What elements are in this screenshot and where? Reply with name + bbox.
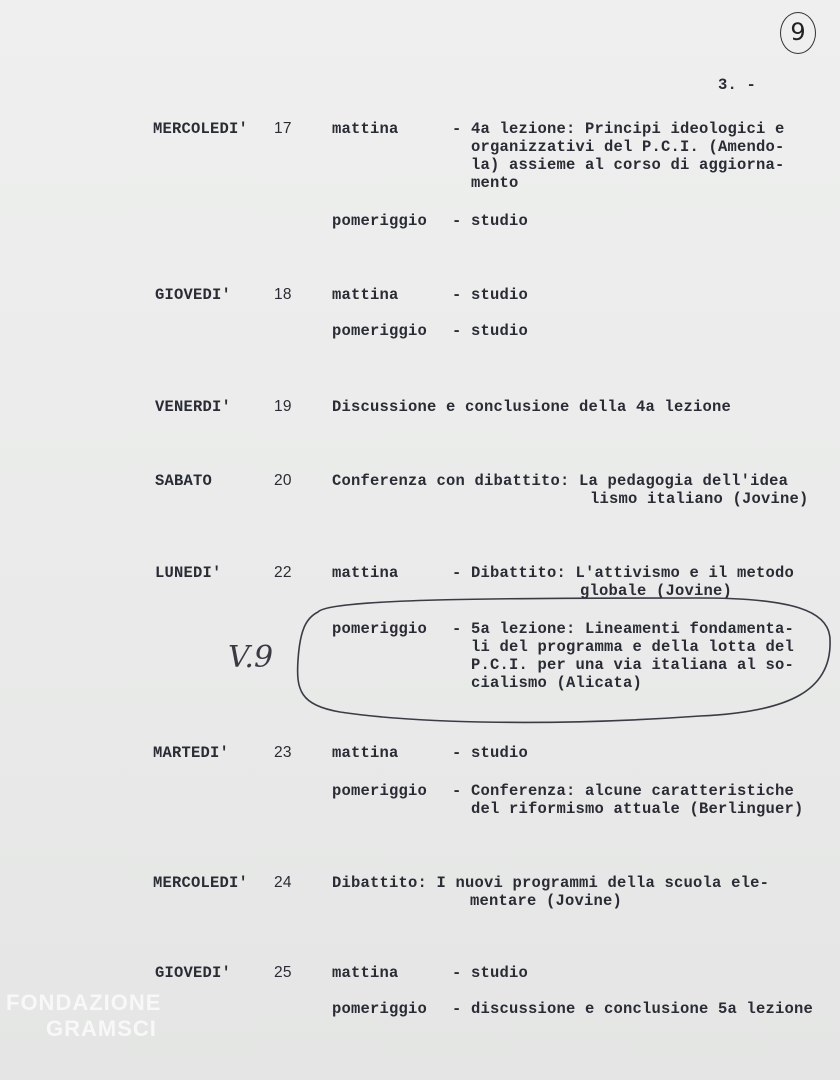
time-of-day: pomeriggio: [332, 1000, 428, 1018]
schedule-text-line: organizzativi del P.C.I. (Amendo-: [452, 138, 785, 156]
date-number: 17: [274, 120, 292, 137]
schedule-text-line: - 4a lezione: Principi ideologici e: [452, 120, 785, 138]
watermark-line: GRAMSCI: [46, 1016, 157, 1041]
day-label: MERCOLEDI': [153, 874, 249, 892]
time-of-day: mattina: [332, 120, 399, 138]
schedule-text-line: - 5a lezione: Lineamenti fondamenta-: [452, 620, 795, 638]
date-number: 19: [274, 398, 292, 415]
watermark-line: FONDAZIONE: [6, 990, 162, 1015]
schedule-text-line: P.C.I. per una via italiana al so-: [452, 656, 795, 674]
day-label: VENERDI': [155, 398, 232, 416]
schedule-text-line: Dibattito: I nuovi programmi della scuola ele-: [332, 874, 770, 892]
page-number: 3. -: [718, 76, 757, 94]
schedule-text-line: globale (Jovine): [580, 582, 733, 600]
page-circle-mark: 9: [780, 12, 816, 54]
date-number: 25: [274, 964, 292, 981]
schedule-text-line: - studio: [452, 322, 529, 340]
time-of-day: mattina: [332, 964, 399, 982]
archive-watermark: [6, 990, 161, 1042]
day-label: SABATO: [155, 472, 213, 490]
time-of-day: mattina: [332, 286, 399, 304]
schedule-text-line: la) assieme al corso di aggiorna-: [452, 156, 785, 174]
schedule-text-line: - studio: [452, 744, 529, 762]
day-label: MERCOLEDI': [153, 120, 249, 138]
time-of-day: pomeriggio: [332, 620, 428, 638]
handwritten-note: V.9: [228, 640, 274, 675]
schedule-text-line: lismo italiano (Jovine): [590, 490, 809, 508]
schedule-text-line: - Conferenza: alcune caratteristiche: [452, 782, 795, 800]
date-number: 18: [274, 286, 292, 303]
day-label: MARTEDI': [153, 744, 230, 762]
time-of-day: mattina: [332, 744, 399, 762]
time-of-day: pomeriggio: [332, 322, 428, 340]
time-of-day: pomeriggio: [332, 782, 428, 800]
schedule-text-line: mentare (Jovine): [470, 892, 623, 910]
date-number: 23: [274, 744, 292, 761]
day-label: GIOVEDI': [155, 286, 232, 304]
schedule-text-line: cialismo (Alicata): [452, 674, 643, 692]
schedule-text-line: del riformismo attuale (Berlinguer): [452, 800, 804, 818]
schedule-text-line: Conferenza con dibattito: La pedagogia dell'idea: [332, 472, 789, 490]
schedule-text-line: li del programma e della lotta del: [452, 638, 795, 656]
schedule-text-line: - studio: [452, 212, 529, 230]
schedule-text-line: Discussione e conclusione della 4a lezione: [332, 398, 732, 416]
schedule-text-line: - Dibattito: L'attivismo e il metodo: [452, 564, 795, 582]
date-number: 24: [274, 874, 292, 891]
time-of-day: pomeriggio: [332, 212, 428, 230]
date-number: 22: [274, 564, 292, 581]
day-label: LUNEDI': [155, 564, 222, 582]
day-label: GIOVEDI': [155, 964, 232, 982]
schedule-text-line: - studio: [452, 964, 529, 982]
date-number: 20: [274, 472, 292, 489]
schedule-text-line: - discussione e conclusione 5a lezione: [452, 1000, 814, 1018]
schedule-text-line: mento: [452, 174, 519, 192]
time-of-day: mattina: [332, 564, 399, 582]
schedule-text-line: - studio: [452, 286, 529, 304]
